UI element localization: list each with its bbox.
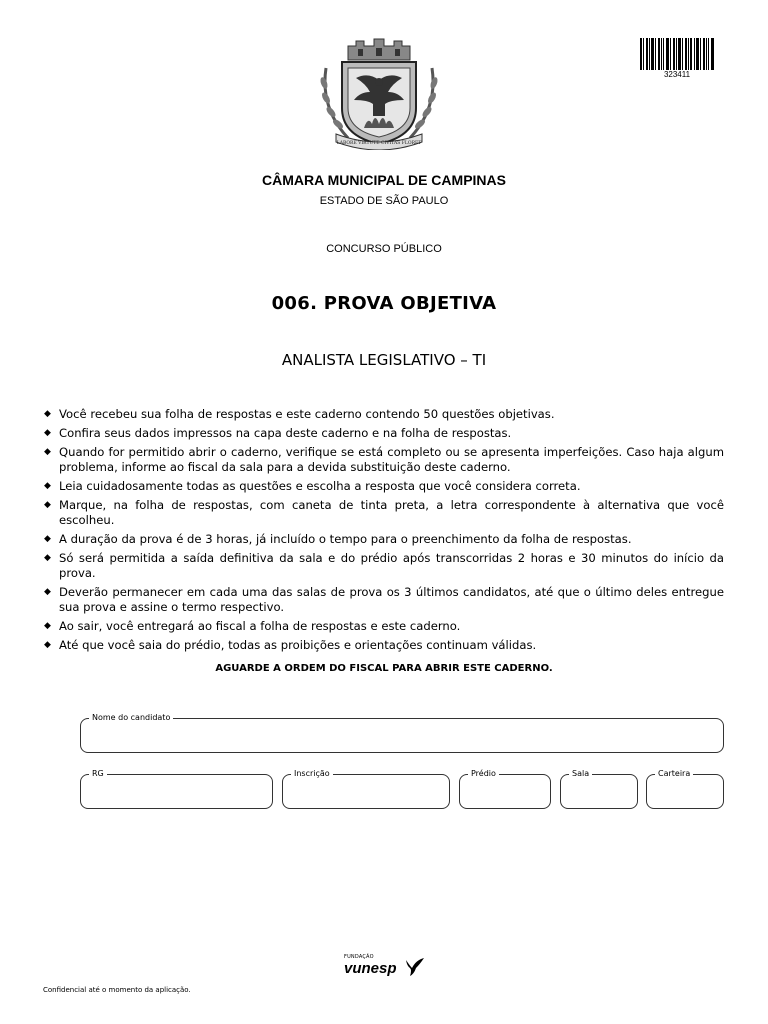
confidential-notice: Confidencial até o momento da aplicação. (43, 986, 191, 994)
instruction-item: ◆ Confira seus dados impressos na capa deste caderno e na folha de respostas. (44, 426, 512, 440)
diamond-bullet-icon: ◆ (44, 640, 51, 650)
instruction-item: ◆ Só será permitida a saída definitiva da sala e do prédio após transcorridas 2 horas e 30 minutos do início da prova. (44, 551, 724, 580)
instruction-item: ◆ Até que você saia do prédio, todas as proibições e orientações continuam válidas. (44, 638, 537, 652)
instruction-item: ◆ Quando for permitido abrir o caderno, verifique se está completo ou se apresenta imperfeições. Caso haja algum problema, informe ao fiscal da sala para a devida substituição deste caderno. (44, 445, 724, 474)
instruction-item: ◆ Você recebeu sua folha de respostas e este caderno contendo 50 questões objetivas. (44, 407, 555, 421)
barcode-number: 323411 (663, 70, 691, 79)
diamond-bullet-icon: ◆ (44, 500, 51, 510)
svg-text:LABORE VIRTUTE CIVITAS FLORET: LABORE VIRTUTE CIVITAS FLORET (336, 141, 422, 146)
state-name: ESTADO DE SÃO PAULO (319, 195, 449, 207)
diamond-bullet-icon: ◆ (44, 621, 51, 631)
instruction-item: ◆ A duração da prova é de 3 horas, já incluído o tempo para o preenchimento da folha de respostas. (44, 532, 632, 546)
predio-label: Prédio (468, 768, 499, 779)
carteira-field[interactable] (646, 769, 724, 809)
rg-field[interactable] (80, 769, 273, 809)
rg-label: RG (89, 768, 107, 779)
carteira-label: Carteira (655, 768, 693, 779)
diamond-bullet-icon: ◆ (44, 534, 51, 544)
position-title: ANALISTA LEGISLATIVO – TI (281, 351, 487, 369)
diamond-bullet-icon: ◆ (44, 553, 51, 563)
diamond-bullet-icon: ◆ (44, 587, 51, 597)
vunesp-prefix: FUNDAÇÃO (344, 954, 374, 960)
sala-field[interactable] (560, 769, 638, 809)
instruction-item: ◆ Leia cuidadosamente todas as questões e escolha a resposta que você considera correta. (44, 479, 581, 493)
exam-type: CONCURSO PÚBLICO (326, 243, 442, 255)
diamond-bullet-icon: ◆ (44, 447, 51, 457)
diamond-bullet-icon: ◆ (44, 409, 51, 419)
barcode (640, 38, 714, 70)
wait-notice: AGUARDE A ORDEM DO FISCAL PARA ABRIR ESTE CADERNO. (215, 663, 553, 674)
sala-label: Sala (569, 768, 592, 779)
vunesp-logo (340, 952, 430, 986)
diamond-bullet-icon: ◆ (44, 428, 51, 438)
city-crest-logo (318, 38, 440, 150)
inscricao-label: Inscrição (291, 768, 333, 779)
organization-name: CÂMARA MUNICIPAL DE CAMPINAS (262, 172, 506, 188)
vunesp-bird-icon (402, 956, 426, 978)
instruction-item: ◆ Ao sair, você entregará ao fiscal a folha de respostas e este caderno. (44, 619, 461, 633)
instructions-list (40, 407, 724, 657)
inscricao-field[interactable] (282, 769, 450, 809)
diamond-bullet-icon: ◆ (44, 481, 51, 491)
predio-field[interactable] (459, 769, 551, 809)
candidate-name-label: Nome do candidato (89, 712, 173, 723)
instruction-item: ◆ Deverão permanecer em cada uma das salas de prova os 3 últimos candidatos, até que o último deles entregue sua prova e assine o termo respectivo. (44, 585, 724, 614)
vunesp-wordmark: vunesp (344, 960, 397, 977)
instruction-item: ◆ Marque, na folha de respostas, com caneta de tinta preta, a letra correspondente à alternativa que você escolheu. (44, 498, 724, 527)
exam-title: 006. PROVA OBJETIVA (271, 293, 497, 314)
candidate-name-field[interactable] (80, 713, 724, 753)
